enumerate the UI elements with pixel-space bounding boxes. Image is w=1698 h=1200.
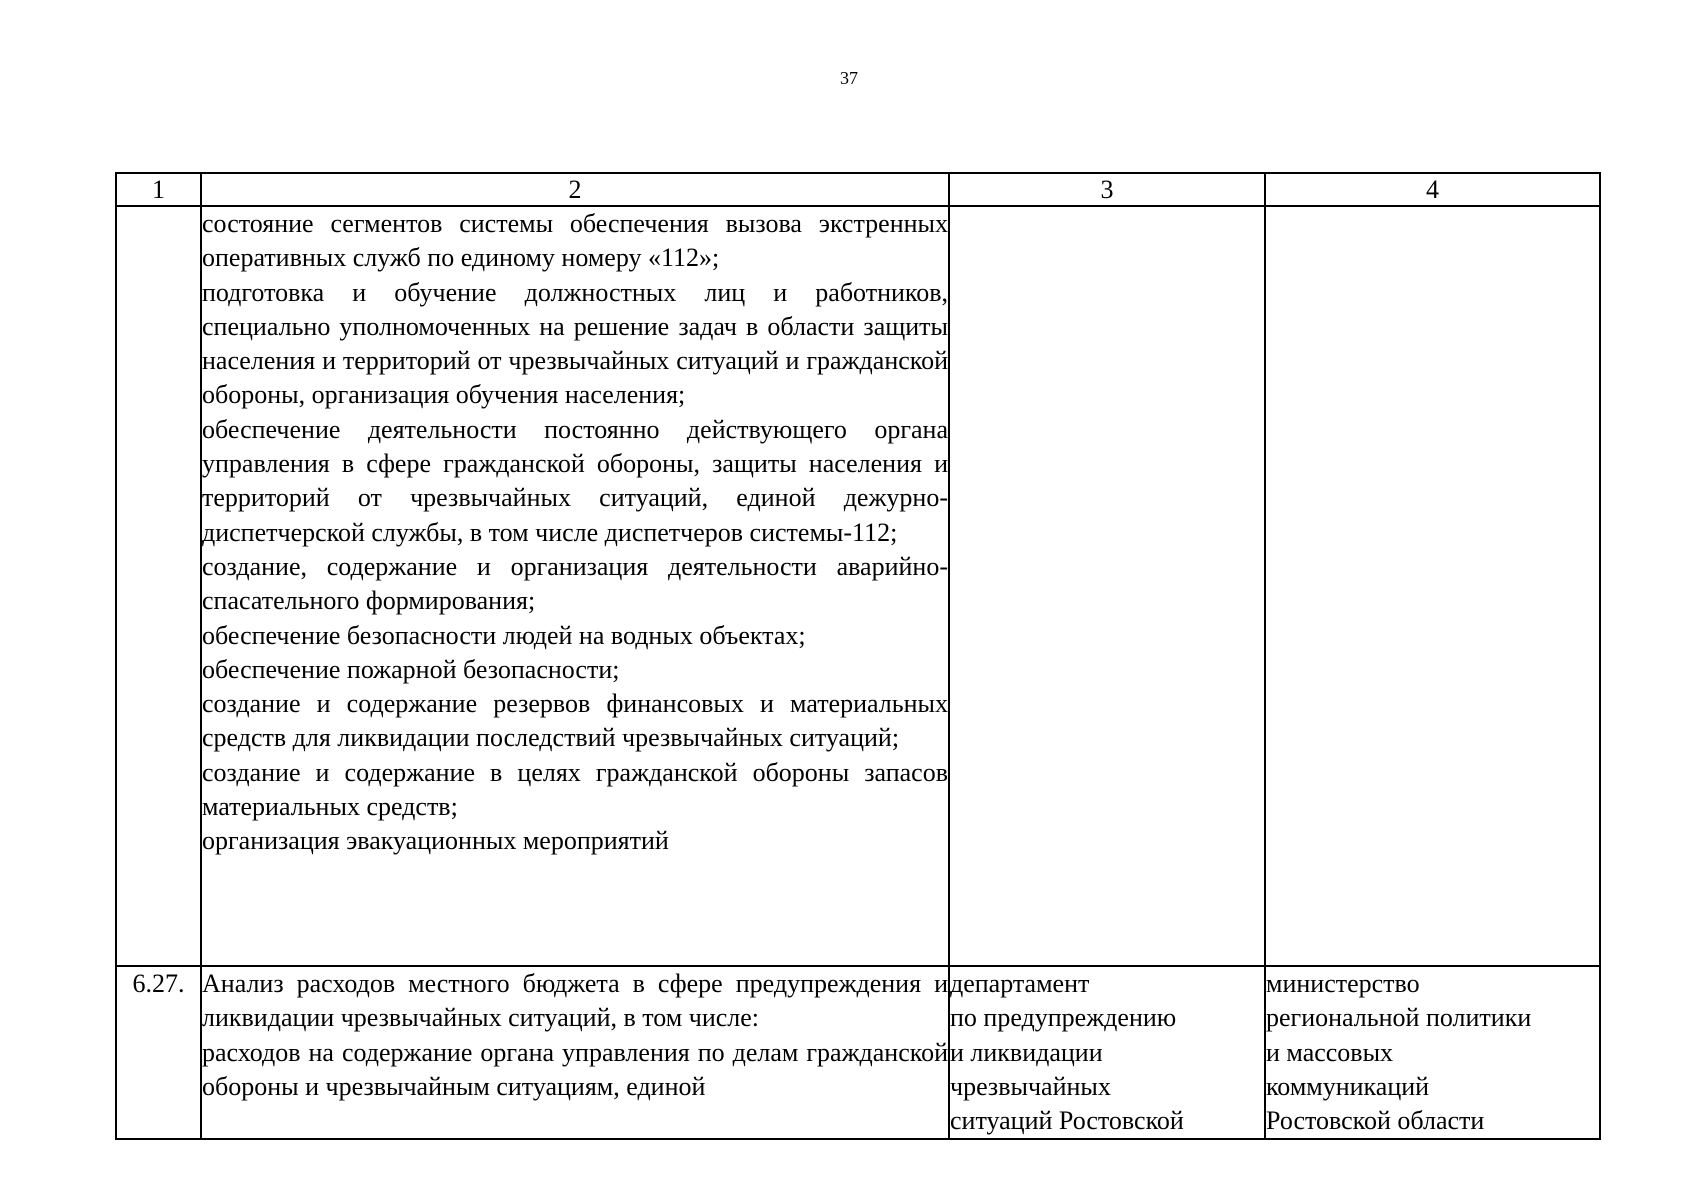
description-cell — [201, 206, 949, 966]
paragraph: обеспечение пожарной безопасности; — [202, 654, 620, 684]
paragraph: организация эвакуационных мероприятий — [202, 826, 669, 856]
responsible-line: ситуаций Ростовской — [950, 1106, 1184, 1136]
table-row — [116, 206, 1600, 966]
header-cell-4: 4 — [1265, 173, 1600, 206]
header-cell-1: 1 — [116, 173, 201, 206]
paragraph: подготовка и обучение должностных лиц и работников, специально уполномоченных на решение задач в области защиты населения и территорий от чрезвычайных ситуаций и гражданской обороны, организация обучения населения; — [202, 277, 948, 410]
responsible-line: по предупреждению — [950, 1003, 1177, 1033]
header-cell-3: 3 — [949, 173, 1265, 206]
coexecutor-cell — [1265, 966, 1600, 1139]
responsible-cell — [949, 206, 1265, 966]
coexecutor-line: региональной политики — [1266, 1003, 1532, 1033]
table-row — [116, 966, 1600, 1139]
row-number: 6.27. — [132, 969, 185, 998]
paragraph: Анализ расходов местного бюджета в сфере предупреждения и ликвидации чрезвычайных ситуаций, в том числе: — [202, 969, 948, 1033]
table-header-row — [116, 173, 1600, 206]
row-number-cell — [116, 966, 201, 1139]
paragraph: расходов на содержание органа управления по делам гражданской обороны и чрезвычайным ситуациям, единой — [202, 1037, 948, 1101]
paragraph: создание и содержание в целях гражданской обороны запасов материальных средств; — [202, 757, 948, 822]
coexecutor-cell — [1265, 206, 1600, 966]
description-cell — [201, 966, 949, 1139]
responsible-line: чрезвычайных — [950, 1071, 1111, 1101]
coexecutor-line: и массовых — [1266, 1037, 1394, 1067]
page-number: 37 — [840, 68, 858, 88]
paragraph: состояние сегментов системы обеспечения вызова экстренных оперативных служб по единому номеру «112»; — [202, 209, 948, 273]
coexecutor-line: коммуникаций — [1266, 1071, 1430, 1101]
paragraph: создание, содержание и организация деятельности аварийно-спасательного формирования; — [202, 551, 948, 616]
paragraph: создание и содержание резервов финансовых и материальных средств для ликвидации последствий чрезвычайных ситуаций; — [202, 689, 948, 753]
responsible-line: департамент — [950, 969, 1090, 998]
coexecutor-line: Ростовской области — [1266, 1106, 1485, 1136]
document-table — [115, 172, 1601, 1140]
responsible-cell — [949, 966, 1265, 1139]
coexecutor-line: министерство — [1266, 969, 1420, 998]
header-cell-2: 2 — [201, 173, 949, 206]
paragraph: обеспечение деятельности постоянно действующего органа управления в сфере гражданской обороны, защиты населения и территорий от чрезвычайных ситуаций, единой дежурно-диспетчерской службы, в том числе диспетчеров системы-112; — [202, 414, 948, 547]
paragraph: обеспечение безопасности людей на водных объектах; — [202, 620, 806, 650]
row-number-cell — [116, 206, 201, 966]
responsible-line: и ликвидации — [950, 1037, 1103, 1067]
